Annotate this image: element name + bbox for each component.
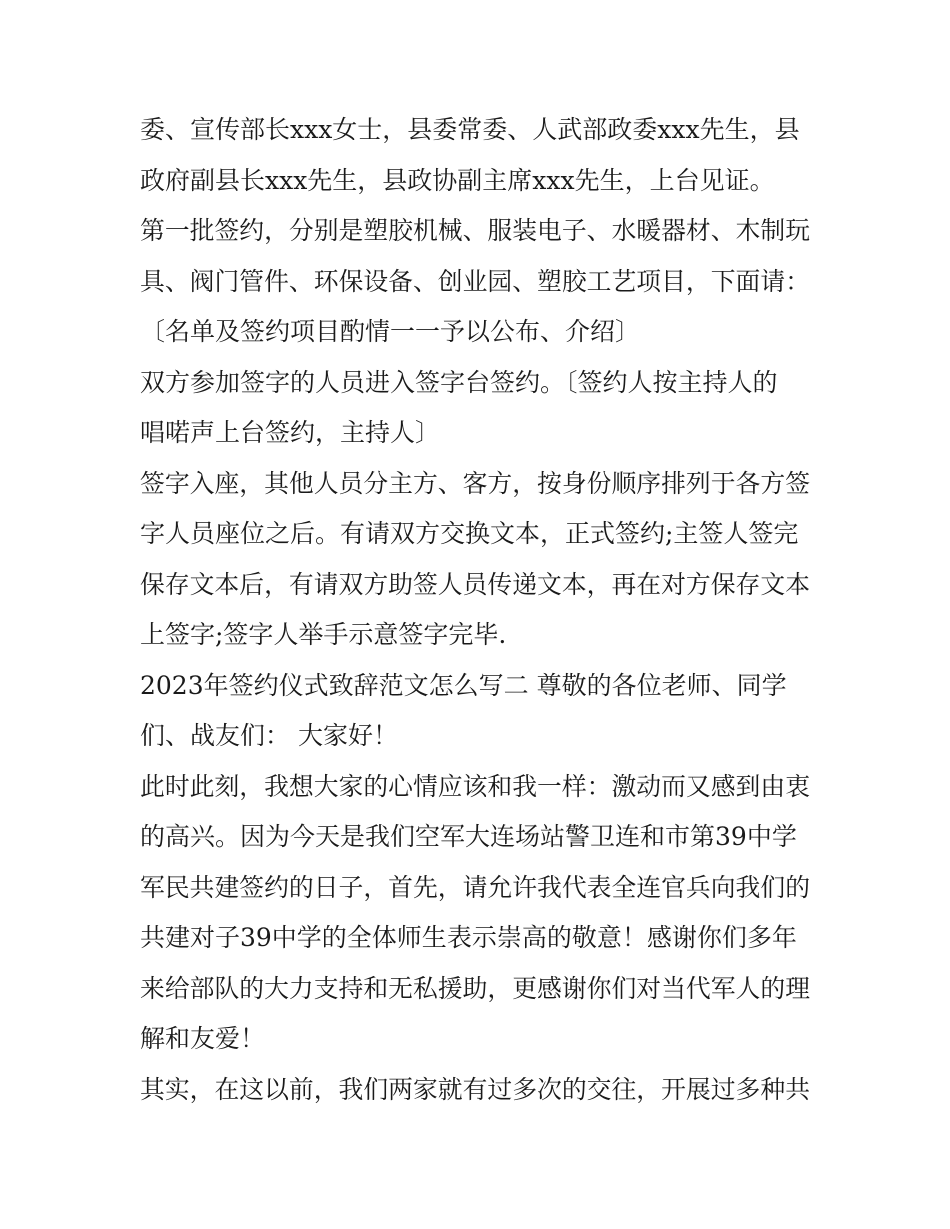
text-line: 共建对子39中学的全体师生表示崇高的敬意！感谢你们多年 — [140, 923, 797, 952]
text-line: 们、战友们： 大家好！ — [140, 721, 398, 750]
text-line: 解和友爱！ — [140, 1024, 266, 1053]
text-line: 此时此刻，我想大家的心情应该和我一样：激动而又感到由衷 — [140, 772, 811, 801]
text-line: 其实，在这以前，我们两家就有过多次的交往，开展过多种共 — [140, 1075, 811, 1104]
text-line: 唱喏声上台签约，主持人〕 — [140, 418, 441, 447]
text-line: 军民共建签约的日子，首先，请允许我代表全连官兵向我们的 — [140, 873, 811, 902]
text-line: 2023年签约仪式致辞范文怎么写二 尊敬的各位老师、同学 — [140, 671, 787, 700]
text-line: 具、阀门管件、环保设备、创业园、塑胶工艺项目，下面请： — [140, 267, 811, 296]
text-line: 保存文本后，有请双方助签人员传递文本，再在对方保存文本 — [140, 570, 811, 599]
text-line: 第一批签约，分别是塑胶机械、服装电子、水暖器材、木制玩 — [140, 216, 811, 245]
text-line: 委、宣传部长xxx女士，县委常委、人武部政委xxx先生，县 — [140, 115, 800, 144]
text-line: 字人员座位之后。有请双方交换文本，正式签约;主签人签完 — [140, 519, 799, 548]
text-line: 政府副县长xxx先生，县政协副主席xxx先生，上台见证。 — [140, 166, 775, 195]
text-line: 〔名单及签约项目酌情一一予以公布、介绍〕 — [140, 317, 641, 346]
text-line: 双方参加签字的人员进入签字台签约。〔签约人按主持人的 — [140, 368, 778, 397]
text-line: 上签字;签字人举手示意签字完毕. — [140, 620, 507, 649]
text-line: 签字入座，其他人员分主方、客方，按身份顺序排列于各方签 — [140, 469, 811, 498]
text-line: 的高兴。因为今天是我们空军大连场站警卫连和市第39中学 — [140, 822, 797, 851]
text-line: 来给部队的大力支持和无私援助，更感谢你们对当代军人的理 — [140, 974, 811, 1003]
